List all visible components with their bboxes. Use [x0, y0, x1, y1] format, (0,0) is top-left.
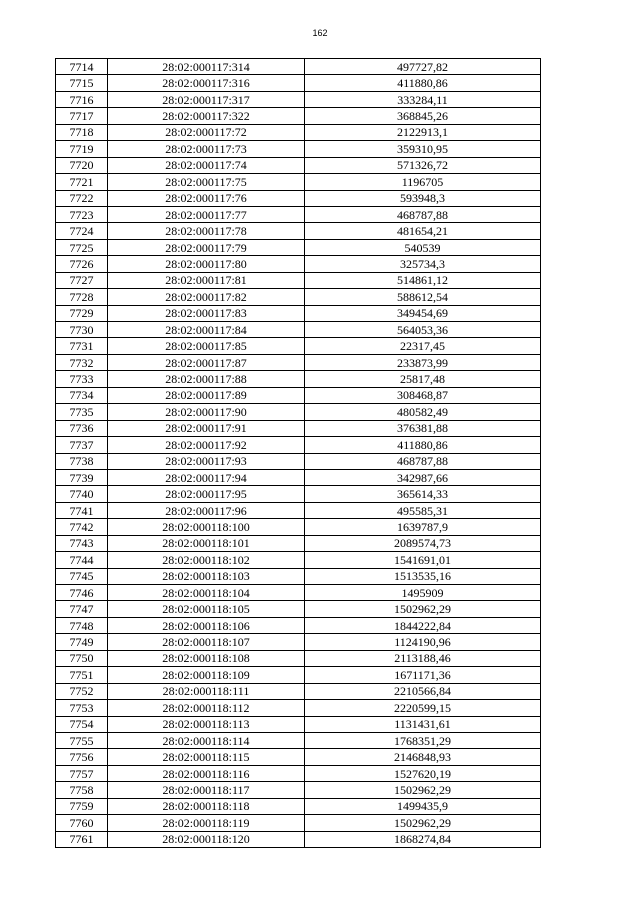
- table-row: [56, 206, 541, 222]
- row-number-cell: 7751: [56, 667, 108, 683]
- row-number-cell: 7740: [56, 486, 108, 502]
- cadastral-value-cell: 593948,3: [305, 190, 541, 206]
- cadastral-number-cell: 28:02:000117:91: [108, 420, 305, 436]
- table-row: [56, 305, 541, 321]
- row-number-cell: 7756: [56, 749, 108, 765]
- cadastral-number-cell: 28:02:000117:314: [108, 59, 305, 75]
- cadastral-number-cell: 28:02:000118:113: [108, 716, 305, 732]
- cadastral-number-cell: 28:02:000117:79: [108, 239, 305, 255]
- row-number-cell: 7717: [56, 108, 108, 124]
- row-number-cell: 7747: [56, 601, 108, 617]
- cadastral-number-cell: 28:02:000117:83: [108, 305, 305, 321]
- cadastral-value-cell: 1541691,01: [305, 552, 541, 568]
- row-number-cell: 7746: [56, 585, 108, 601]
- cadastral-value-cell: 368845,26: [305, 108, 541, 124]
- row-number-cell: 7736: [56, 420, 108, 436]
- cadastral-number-cell: 28:02:000118:120: [108, 831, 305, 847]
- cadastral-number-cell: 28:02:000117:78: [108, 223, 305, 239]
- cadastral-number-cell: 28:02:000117:93: [108, 453, 305, 469]
- table-row: [56, 552, 541, 568]
- row-number-cell: 7741: [56, 502, 108, 518]
- cadastral-value-cell: 1131431,61: [305, 716, 541, 732]
- cadastral-value-cell: 1495909: [305, 585, 541, 601]
- row-number-cell: 7732: [56, 354, 108, 370]
- row-number-cell: 7726: [56, 256, 108, 272]
- cadastral-number-cell: 28:02:000118:114: [108, 732, 305, 748]
- row-number-cell: 7758: [56, 782, 108, 798]
- table-row: [56, 59, 541, 75]
- table-row: [56, 174, 541, 190]
- row-number-cell: 7715: [56, 75, 108, 91]
- cadastral-number-cell: 28:02:000118:102: [108, 552, 305, 568]
- row-number-cell: 7753: [56, 700, 108, 716]
- table-row: [56, 782, 541, 798]
- row-number-cell: 7759: [56, 798, 108, 814]
- cadastral-number-cell: 28:02:000118:119: [108, 815, 305, 831]
- cadastral-value-cell: 365614,33: [305, 486, 541, 502]
- cadastral-value-cell: 376381,88: [305, 420, 541, 436]
- cadastral-number-cell: 28:02:000118:111: [108, 683, 305, 699]
- row-number-cell: 7731: [56, 338, 108, 354]
- table-row: [56, 765, 541, 781]
- table-row: [56, 617, 541, 633]
- cadastral-number-cell: 28:02:000117:89: [108, 387, 305, 403]
- cadastral-value-cell: 325734,3: [305, 256, 541, 272]
- row-number-cell: 7720: [56, 157, 108, 173]
- cadastral-value-cell: 468787,88: [305, 453, 541, 469]
- cadastral-number-cell: 28:02:000117:96: [108, 502, 305, 518]
- cadastral-value-cell: 468787,88: [305, 206, 541, 222]
- table-row: [56, 601, 541, 617]
- cadastral-value-cell: 2122913,1: [305, 124, 541, 140]
- row-number-cell: 7757: [56, 765, 108, 781]
- table-row: [56, 289, 541, 305]
- cadastral-value-cell: 1124190,96: [305, 634, 541, 650]
- cadastral-value-cell: 2220599,15: [305, 700, 541, 716]
- cadastral-value-cell: 1513535,16: [305, 568, 541, 584]
- cadastral-number-cell: 28:02:000117:95: [108, 486, 305, 502]
- cadastral-value-cell: 411880,86: [305, 437, 541, 453]
- cadastral-value-cell: 480582,49: [305, 404, 541, 420]
- cadastral-value-table: [55, 58, 541, 848]
- cadastral-number-cell: 28:02:000117:77: [108, 206, 305, 222]
- cadastral-value-cell: 359310,95: [305, 141, 541, 157]
- cadastral-value-cell: 2146848,93: [305, 749, 541, 765]
- table-row: [56, 157, 541, 173]
- row-number-cell: 7743: [56, 535, 108, 551]
- cadastral-value-cell: 308468,87: [305, 387, 541, 403]
- row-number-cell: 7722: [56, 190, 108, 206]
- table-body: [56, 59, 541, 848]
- table-row: [56, 650, 541, 666]
- cadastral-number-cell: 28:02:000117:84: [108, 322, 305, 338]
- table-row: [56, 798, 541, 814]
- cadastral-value-cell: 1527620,19: [305, 765, 541, 781]
- cadastral-value-cell: 1502962,29: [305, 815, 541, 831]
- table-row: [56, 815, 541, 831]
- table-row: [56, 404, 541, 420]
- cadastral-value-cell: 2089574,73: [305, 535, 541, 551]
- cadastral-number-cell: 28:02:000118:118: [108, 798, 305, 814]
- table-row: [56, 354, 541, 370]
- row-number-cell: 7737: [56, 437, 108, 453]
- cadastral-number-cell: 28:02:000118:100: [108, 519, 305, 535]
- row-number-cell: 7730: [56, 322, 108, 338]
- cadastral-value-cell: 1868274,84: [305, 831, 541, 847]
- table-row: [56, 91, 541, 107]
- cadastral-number-cell: 28:02:000117:81: [108, 272, 305, 288]
- cadastral-number-cell: 28:02:000117:322: [108, 108, 305, 124]
- cadastral-number-cell: 28:02:000117:73: [108, 141, 305, 157]
- table-row: [56, 322, 541, 338]
- page-number: 162: [312, 28, 328, 38]
- row-number-cell: 7735: [56, 404, 108, 420]
- row-number-cell: 7739: [56, 469, 108, 485]
- cadastral-value-cell: 1196705: [305, 174, 541, 190]
- table-row: [56, 568, 541, 584]
- table-row: [56, 469, 541, 485]
- row-number-cell: 7733: [56, 371, 108, 387]
- cadastral-number-cell: 28:02:000117:92: [108, 437, 305, 453]
- table-row: [56, 749, 541, 765]
- cadastral-value-cell: 411880,86: [305, 75, 541, 91]
- row-number-cell: 7725: [56, 239, 108, 255]
- row-number-cell: 7724: [56, 223, 108, 239]
- cadastral-value-cell: 22317,45: [305, 338, 541, 354]
- table-row: [56, 75, 541, 91]
- row-number-cell: 7721: [56, 174, 108, 190]
- row-number-cell: 7727: [56, 272, 108, 288]
- row-number-cell: 7714: [56, 59, 108, 75]
- table-row: [56, 634, 541, 650]
- cadastral-number-cell: 28:02:000118:103: [108, 568, 305, 584]
- table-row: [56, 700, 541, 716]
- row-number-cell: 7742: [56, 519, 108, 535]
- row-number-cell: 7719: [56, 141, 108, 157]
- row-number-cell: 7761: [56, 831, 108, 847]
- table-row: [56, 141, 541, 157]
- row-number-cell: 7748: [56, 617, 108, 633]
- row-number-cell: 7723: [56, 206, 108, 222]
- table-row: [56, 831, 541, 847]
- cadastral-value-cell: 540539: [305, 239, 541, 255]
- cadastral-number-cell: 28:02:000118:117: [108, 782, 305, 798]
- cadastral-number-cell: 28:02:000118:107: [108, 634, 305, 650]
- table-row: [56, 732, 541, 748]
- table-row: [56, 437, 541, 453]
- table-row: [56, 239, 541, 255]
- cadastral-value-cell: 233873,99: [305, 354, 541, 370]
- cadastral-value-cell: 333284,11: [305, 91, 541, 107]
- cadastral-number-cell: 28:02:000117:88: [108, 371, 305, 387]
- cadastral-number-cell: 28:02:000118:106: [108, 617, 305, 633]
- cadastral-value-cell: 481654,21: [305, 223, 541, 239]
- cadastral-value-cell: 1639787,9: [305, 519, 541, 535]
- cadastral-number-cell: 28:02:000118:104: [108, 585, 305, 601]
- cadastral-value-cell: 2113188,46: [305, 650, 541, 666]
- cadastral-number-cell: 28:02:000117:87: [108, 354, 305, 370]
- cadastral-number-cell: 28:02:000118:101: [108, 535, 305, 551]
- table-row: [56, 371, 541, 387]
- cadastral-value-cell: 1502962,29: [305, 782, 541, 798]
- row-number-cell: 7716: [56, 91, 108, 107]
- cadastral-value-cell: 1502962,29: [305, 601, 541, 617]
- table-row: [56, 535, 541, 551]
- cadastral-number-cell: 28:02:000117:90: [108, 404, 305, 420]
- cadastral-value-cell: 2210566,84: [305, 683, 541, 699]
- cadastral-number-cell: 28:02:000118:105: [108, 601, 305, 617]
- cadastral-value-cell: 342987,66: [305, 469, 541, 485]
- row-number-cell: 7750: [56, 650, 108, 666]
- table-row: [56, 338, 541, 354]
- cadastral-number-cell: 28:02:000117:82: [108, 289, 305, 305]
- cadastral-value-cell: 495585,31: [305, 502, 541, 518]
- table-row: [56, 667, 541, 683]
- cadastral-number-cell: 28:02:000117:316: [108, 75, 305, 91]
- cadastral-number-cell: 28:02:000117:76: [108, 190, 305, 206]
- row-number-cell: 7728: [56, 289, 108, 305]
- row-number-cell: 7744: [56, 552, 108, 568]
- table-row: [56, 190, 541, 206]
- cadastral-number-cell: 28:02:000117:317: [108, 91, 305, 107]
- table-row: [56, 519, 541, 535]
- table-row: [56, 256, 541, 272]
- cadastral-value-cell: 1768351,29: [305, 732, 541, 748]
- table-row: [56, 453, 541, 469]
- cadastral-value-cell: 588612,54: [305, 289, 541, 305]
- table-row: [56, 683, 541, 699]
- row-number-cell: 7752: [56, 683, 108, 699]
- cadastral-number-cell: 28:02:000117:74: [108, 157, 305, 173]
- table-row: [56, 387, 541, 403]
- table-row: [56, 272, 541, 288]
- row-number-cell: 7734: [56, 387, 108, 403]
- cadastral-number-cell: 28:02:000118:109: [108, 667, 305, 683]
- table-row: [56, 124, 541, 140]
- table-row: [56, 486, 541, 502]
- row-number-cell: 7754: [56, 716, 108, 732]
- cadastral-value-cell: 564053,36: [305, 322, 541, 338]
- table-row: [56, 108, 541, 124]
- cadastral-value-cell: 1499435,9: [305, 798, 541, 814]
- row-number-cell: 7738: [56, 453, 108, 469]
- table-row: [56, 420, 541, 436]
- table-row: [56, 716, 541, 732]
- cadastral-value-cell: 25817,48: [305, 371, 541, 387]
- cadastral-number-cell: 28:02:000117:94: [108, 469, 305, 485]
- row-number-cell: 7718: [56, 124, 108, 140]
- row-number-cell: 7755: [56, 732, 108, 748]
- cadastral-value-cell: 514861,12: [305, 272, 541, 288]
- cadastral-number-cell: 28:02:000118:116: [108, 765, 305, 781]
- table-row: [56, 502, 541, 518]
- row-number-cell: 7760: [56, 815, 108, 831]
- cadastral-value-cell: 497727,82: [305, 59, 541, 75]
- cadastral-value-cell: 571326,72: [305, 157, 541, 173]
- cadastral-value-cell: 1844222,84: [305, 617, 541, 633]
- cadastral-number-cell: 28:02:000117:85: [108, 338, 305, 354]
- cadastral-value-cell: 1671171,36: [305, 667, 541, 683]
- cadastral-number-cell: 28:02:000118:115: [108, 749, 305, 765]
- cadastral-number-cell: 28:02:000118:112: [108, 700, 305, 716]
- table-row: [56, 585, 541, 601]
- row-number-cell: 7729: [56, 305, 108, 321]
- cadastral-value-cell: 349454,69: [305, 305, 541, 321]
- cadastral-number-cell: 28:02:000117:75: [108, 174, 305, 190]
- cadastral-number-cell: 28:02:000117:80: [108, 256, 305, 272]
- table-row: [56, 223, 541, 239]
- cadastral-number-cell: 28:02:000118:108: [108, 650, 305, 666]
- row-number-cell: 7745: [56, 568, 108, 584]
- row-number-cell: 7749: [56, 634, 108, 650]
- cadastral-number-cell: 28:02:000117:72: [108, 124, 305, 140]
